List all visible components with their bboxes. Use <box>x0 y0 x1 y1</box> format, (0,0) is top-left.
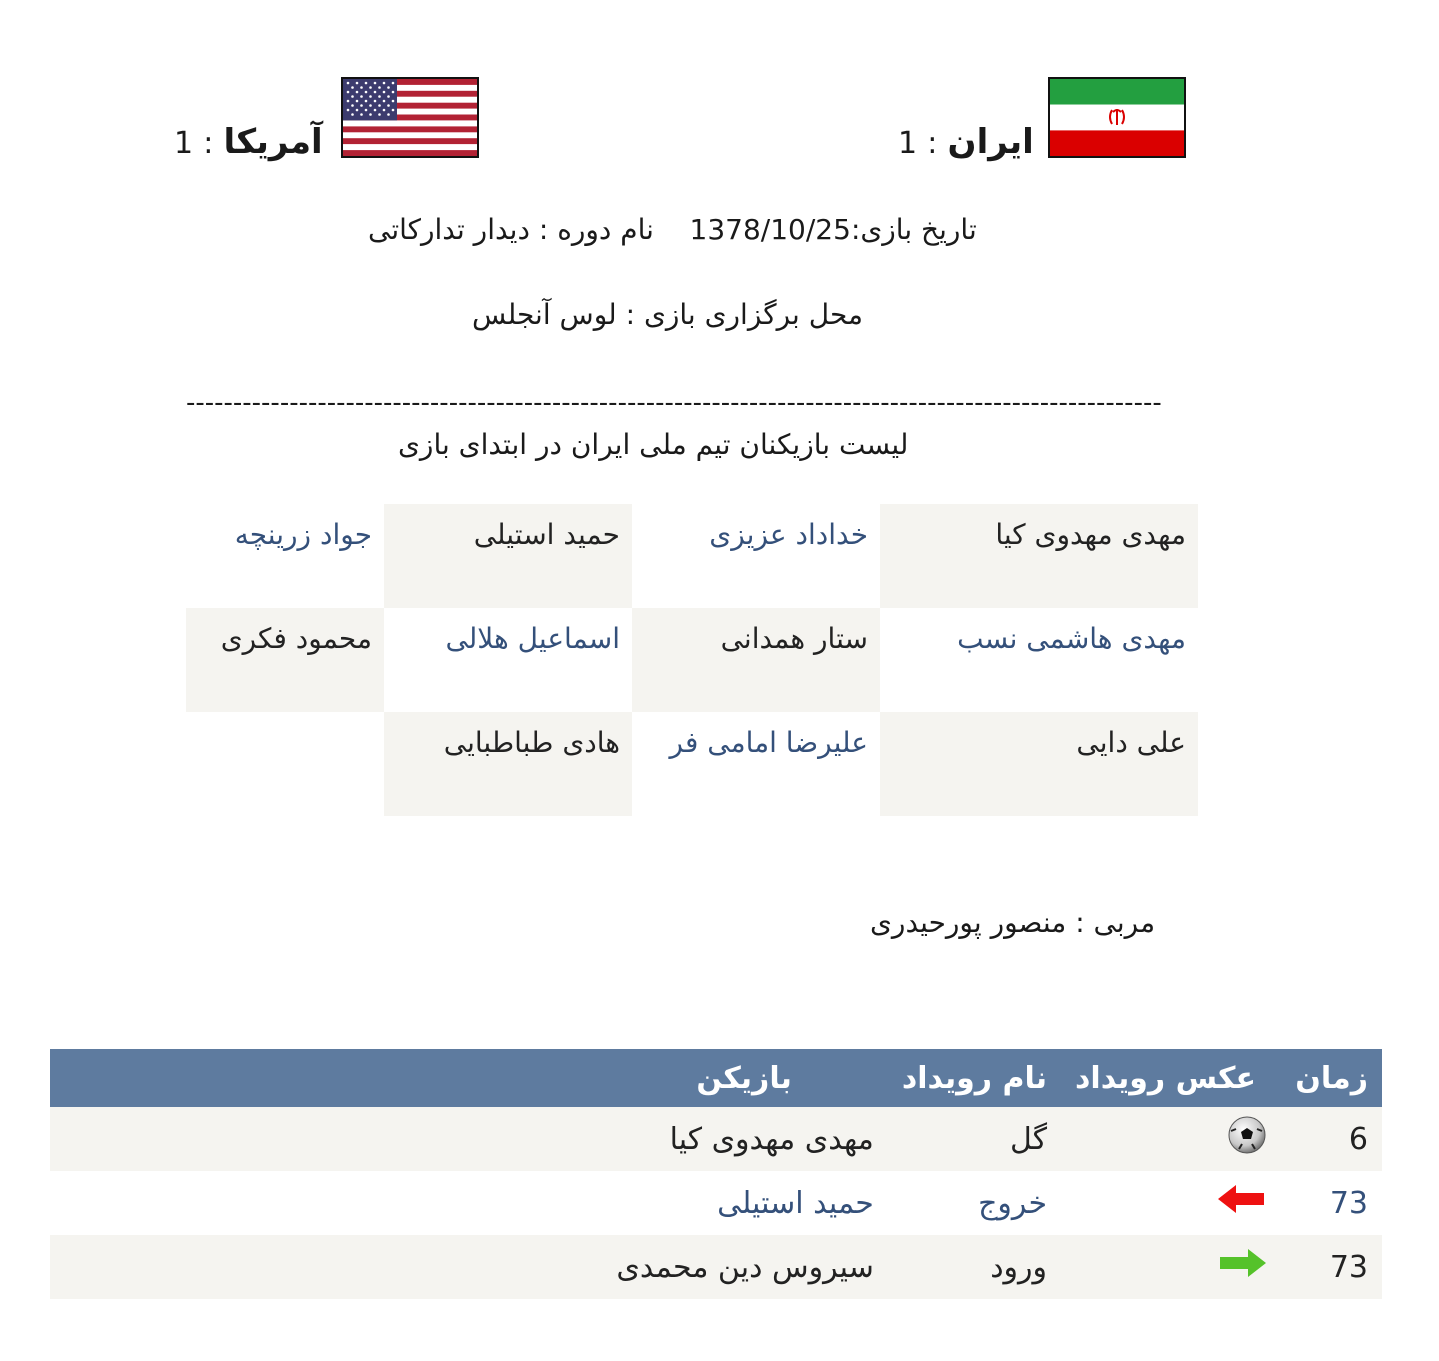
match-date-line <box>368 213 977 246</box>
player-cell[interactable]: جواد زرینچه <box>234 518 372 551</box>
match-events-table <box>50 1049 1382 1299</box>
player-cell[interactable]: حمید استیلی <box>384 504 632 608</box>
usa-flag-icon <box>341 77 479 158</box>
soccer-ball-icon <box>1228 1116 1266 1162</box>
event-time: 6 <box>1270 1107 1382 1171</box>
player-cell[interactable]: مهدی هاشمی نسب <box>957 622 1186 655</box>
header-photo: عکس رویداد <box>1061 1049 1270 1107</box>
coach-label: مربی : <box>1075 906 1156 939</box>
coach-name: منصور پورحیدری <box>870 906 1067 939</box>
score-separator: : <box>203 126 214 161</box>
lineup-row <box>186 504 1198 608</box>
event-name: گل <box>888 1107 1061 1171</box>
event-player[interactable]: سیروس دین محمدی <box>50 1235 888 1299</box>
home-team-score: 1 <box>898 126 918 161</box>
event-name: خروج <box>978 1185 1048 1221</box>
coach-line <box>870 906 1155 939</box>
home-team-name: ایران <box>947 122 1034 162</box>
away-team-line <box>174 122 323 162</box>
header-event: نام رویداد <box>888 1049 1061 1107</box>
tournament-value: دیدار تدارکاتی <box>368 213 530 246</box>
player-cell[interactable]: ستار همدانی <box>632 608 880 712</box>
red-arrow-out-icon <box>1218 1183 1266 1223</box>
header-player: بازیکن <box>50 1049 888 1107</box>
player-cell[interactable]: هادی طباطبایی <box>384 712 632 816</box>
header-time: زمان <box>1270 1049 1382 1107</box>
event-name: ورود <box>888 1235 1061 1299</box>
event-player[interactable]: حمید استیلی <box>717 1185 874 1221</box>
venue-line <box>472 298 863 331</box>
venue-label: محل برگزاری بازی : <box>625 298 864 331</box>
score-separator: : <box>927 126 938 161</box>
event-row <box>50 1171 1382 1235</box>
home-team-line <box>898 122 1034 162</box>
lineup-grid <box>186 504 1198 816</box>
event-row <box>50 1235 1382 1299</box>
date-label: تاریخ بازی: <box>850 213 977 246</box>
dashed-divider: -------------------------------------------------------------------------------------------------------- <box>186 388 1162 418</box>
tournament-label: نام دوره : <box>538 213 654 246</box>
player-cell[interactable]: اسماعیل هلالی <box>445 622 620 655</box>
event-photo <box>1061 1235 1270 1299</box>
event-photo <box>1061 1107 1270 1171</box>
event-time: 73 <box>1329 1185 1368 1221</box>
event-time: 73 <box>1270 1235 1382 1299</box>
empty-cell <box>186 712 384 816</box>
player-cell[interactable]: مهدی مهدوی کیا <box>880 504 1198 608</box>
event-photo <box>1061 1171 1270 1235</box>
lineup-row <box>186 712 1198 816</box>
player-cell[interactable]: علی دایی <box>880 712 1198 816</box>
event-row <box>50 1107 1382 1171</box>
venue-value: لوس آنجلس <box>472 298 617 331</box>
player-cell[interactable]: محمود فکری <box>186 608 384 712</box>
date-value: 1378/10/25 <box>689 213 851 246</box>
green-arrow-in-icon <box>1218 1247 1266 1287</box>
events-header-row <box>50 1049 1382 1107</box>
away-team-score: 1 <box>174 126 194 161</box>
lineup-title: لیست بازیکنان تیم ملی ایران در ابتدای بازی <box>398 428 909 461</box>
player-cell[interactable]: علیرضا امامی فر <box>669 726 868 759</box>
player-cell[interactable]: خداداد عزیزی <box>709 518 868 551</box>
iran-flag-icon <box>1048 77 1186 158</box>
event-player[interactable]: مهدی مهدوی کیا <box>50 1107 888 1171</box>
away-team-name: آمریکا <box>223 122 323 162</box>
lineup-row <box>186 608 1198 712</box>
